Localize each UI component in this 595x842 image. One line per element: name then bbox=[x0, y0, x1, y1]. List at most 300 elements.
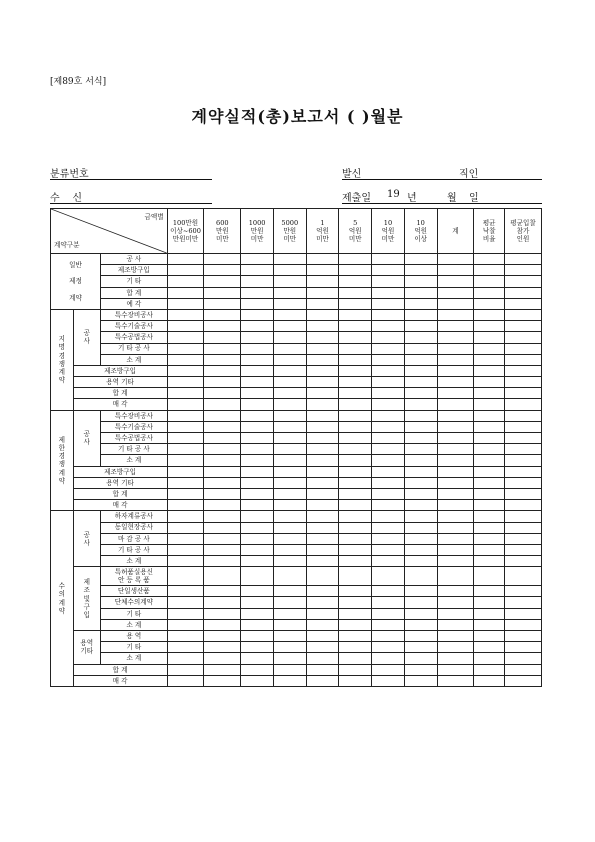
data-cell[interactable] bbox=[167, 619, 204, 630]
data-cell[interactable] bbox=[167, 388, 204, 399]
data-cell[interactable] bbox=[372, 399, 405, 410]
data-cell[interactable] bbox=[273, 675, 306, 686]
data-cell[interactable] bbox=[474, 653, 505, 664]
data-cell[interactable] bbox=[372, 287, 405, 298]
data-cell[interactable] bbox=[474, 455, 505, 466]
data-cell[interactable] bbox=[339, 653, 372, 664]
data-cell[interactable] bbox=[273, 511, 306, 522]
data-cell[interactable] bbox=[204, 433, 241, 444]
recipient-field[interactable] bbox=[50, 189, 212, 204]
data-cell[interactable] bbox=[273, 619, 306, 630]
data-cell[interactable] bbox=[437, 354, 474, 365]
data-cell[interactable] bbox=[167, 544, 204, 555]
data-cell[interactable] bbox=[505, 522, 542, 533]
data-cell[interactable] bbox=[372, 254, 405, 265]
data-cell[interactable] bbox=[306, 332, 339, 343]
data-cell[interactable] bbox=[273, 522, 306, 533]
data-cell[interactable] bbox=[306, 522, 339, 533]
data-cell[interactable] bbox=[437, 522, 474, 533]
data-cell[interactable] bbox=[306, 544, 339, 555]
data-cell[interactable] bbox=[339, 254, 372, 265]
data-cell[interactable] bbox=[437, 608, 474, 619]
data-cell[interactable] bbox=[474, 608, 505, 619]
data-cell[interactable] bbox=[339, 365, 372, 376]
data-cell[interactable] bbox=[204, 455, 241, 466]
data-cell[interactable] bbox=[404, 444, 437, 455]
data-cell[interactable] bbox=[241, 265, 274, 276]
data-cell[interactable] bbox=[241, 287, 274, 298]
data-cell[interactable] bbox=[404, 619, 437, 630]
data-cell[interactable] bbox=[404, 343, 437, 354]
data-cell[interactable] bbox=[241, 500, 274, 511]
data-cell[interactable] bbox=[372, 444, 405, 455]
data-cell[interactable] bbox=[474, 309, 505, 320]
data-cell[interactable] bbox=[273, 399, 306, 410]
data-cell[interactable] bbox=[273, 500, 306, 511]
data-cell[interactable] bbox=[505, 511, 542, 522]
data-cell[interactable] bbox=[372, 455, 405, 466]
data-cell[interactable] bbox=[404, 399, 437, 410]
data-cell[interactable] bbox=[505, 608, 542, 619]
data-cell[interactable] bbox=[241, 642, 274, 653]
data-cell[interactable] bbox=[372, 343, 405, 354]
data-cell[interactable] bbox=[204, 399, 241, 410]
data-cell[interactable] bbox=[273, 544, 306, 555]
data-cell[interactable] bbox=[273, 354, 306, 365]
data-cell[interactable] bbox=[372, 466, 405, 477]
data-cell[interactable] bbox=[505, 365, 542, 376]
data-cell[interactable] bbox=[437, 433, 474, 444]
data-cell[interactable] bbox=[372, 309, 405, 320]
data-cell[interactable] bbox=[437, 597, 474, 608]
data-cell[interactable] bbox=[273, 597, 306, 608]
data-cell[interactable] bbox=[372, 556, 405, 567]
data-cell[interactable] bbox=[167, 254, 204, 265]
data-cell[interactable] bbox=[339, 399, 372, 410]
data-cell[interactable] bbox=[167, 433, 204, 444]
data-cell[interactable] bbox=[241, 619, 274, 630]
data-cell[interactable] bbox=[339, 287, 372, 298]
data-cell[interactable] bbox=[404, 332, 437, 343]
data-cell[interactable] bbox=[505, 466, 542, 477]
data-cell[interactable] bbox=[167, 567, 204, 586]
data-cell[interactable] bbox=[306, 343, 339, 354]
data-cell[interactable] bbox=[241, 421, 274, 432]
data-cell[interactable] bbox=[241, 511, 274, 522]
data-cell[interactable] bbox=[204, 343, 241, 354]
data-cell[interactable] bbox=[167, 500, 204, 511]
data-cell[interactable] bbox=[306, 642, 339, 653]
data-cell[interactable] bbox=[474, 388, 505, 399]
data-cell[interactable] bbox=[372, 533, 405, 544]
data-cell[interactable] bbox=[306, 675, 339, 686]
data-cell[interactable] bbox=[505, 399, 542, 410]
data-cell[interactable] bbox=[273, 664, 306, 675]
data-cell[interactable] bbox=[273, 586, 306, 597]
classification-number-field[interactable] bbox=[50, 165, 212, 180]
data-cell[interactable] bbox=[372, 586, 405, 597]
data-cell[interactable] bbox=[306, 597, 339, 608]
data-cell[interactable] bbox=[273, 298, 306, 309]
data-cell[interactable] bbox=[437, 421, 474, 432]
data-cell[interactable] bbox=[204, 608, 241, 619]
data-cell[interactable] bbox=[339, 265, 372, 276]
data-cell[interactable] bbox=[372, 421, 405, 432]
data-cell[interactable] bbox=[204, 332, 241, 343]
data-cell[interactable] bbox=[167, 608, 204, 619]
data-cell[interactable] bbox=[306, 511, 339, 522]
data-cell[interactable] bbox=[306, 455, 339, 466]
data-cell[interactable] bbox=[339, 466, 372, 477]
data-cell[interactable] bbox=[339, 276, 372, 287]
data-cell[interactable] bbox=[241, 597, 274, 608]
data-cell[interactable] bbox=[404, 388, 437, 399]
data-cell[interactable] bbox=[241, 254, 274, 265]
data-cell[interactable] bbox=[372, 377, 405, 388]
data-cell[interactable] bbox=[241, 466, 274, 477]
data-cell[interactable] bbox=[474, 586, 505, 597]
data-cell[interactable] bbox=[474, 631, 505, 642]
data-cell[interactable] bbox=[273, 276, 306, 287]
data-cell[interactable] bbox=[273, 433, 306, 444]
data-cell[interactable] bbox=[404, 567, 437, 586]
data-cell[interactable] bbox=[273, 567, 306, 586]
data-cell[interactable] bbox=[241, 653, 274, 664]
data-cell[interactable] bbox=[273, 631, 306, 642]
data-cell[interactable] bbox=[204, 544, 241, 555]
data-cell[interactable] bbox=[204, 619, 241, 630]
data-cell[interactable] bbox=[204, 265, 241, 276]
data-cell[interactable] bbox=[339, 309, 372, 320]
data-cell[interactable] bbox=[339, 477, 372, 488]
data-cell[interactable] bbox=[339, 455, 372, 466]
data-cell[interactable] bbox=[339, 556, 372, 567]
data-cell[interactable] bbox=[404, 597, 437, 608]
data-cell[interactable] bbox=[474, 466, 505, 477]
data-cell[interactable] bbox=[339, 388, 372, 399]
data-cell[interactable] bbox=[339, 488, 372, 499]
data-cell[interactable] bbox=[404, 298, 437, 309]
data-cell[interactable] bbox=[372, 298, 405, 309]
data-cell[interactable] bbox=[306, 410, 339, 421]
data-cell[interactable] bbox=[273, 332, 306, 343]
data-cell[interactable] bbox=[437, 466, 474, 477]
data-cell[interactable] bbox=[474, 421, 505, 432]
data-cell[interactable] bbox=[505, 653, 542, 664]
data-cell[interactable] bbox=[505, 321, 542, 332]
data-cell[interactable] bbox=[437, 265, 474, 276]
data-cell[interactable] bbox=[437, 477, 474, 488]
data-cell[interactable] bbox=[204, 642, 241, 653]
data-cell[interactable] bbox=[474, 488, 505, 499]
data-cell[interactable] bbox=[437, 567, 474, 586]
data-cell[interactable] bbox=[204, 276, 241, 287]
data-cell[interactable] bbox=[437, 287, 474, 298]
data-cell[interactable] bbox=[273, 388, 306, 399]
data-cell[interactable] bbox=[437, 377, 474, 388]
data-cell[interactable] bbox=[241, 298, 274, 309]
data-cell[interactable] bbox=[437, 410, 474, 421]
data-cell[interactable] bbox=[372, 488, 405, 499]
data-cell[interactable] bbox=[474, 321, 505, 332]
data-cell[interactable] bbox=[204, 388, 241, 399]
data-cell[interactable] bbox=[204, 675, 241, 686]
data-cell[interactable] bbox=[404, 500, 437, 511]
data-cell[interactable] bbox=[306, 556, 339, 567]
data-cell[interactable] bbox=[273, 377, 306, 388]
data-cell[interactable] bbox=[339, 354, 372, 365]
data-cell[interactable] bbox=[204, 410, 241, 421]
data-cell[interactable] bbox=[306, 533, 339, 544]
data-cell[interactable] bbox=[273, 365, 306, 376]
data-cell[interactable] bbox=[437, 321, 474, 332]
data-cell[interactable] bbox=[241, 488, 274, 499]
data-cell[interactable] bbox=[404, 365, 437, 376]
data-cell[interactable] bbox=[437, 631, 474, 642]
data-cell[interactable] bbox=[372, 321, 405, 332]
data-cell[interactable] bbox=[404, 466, 437, 477]
data-cell[interactable] bbox=[167, 421, 204, 432]
data-cell[interactable] bbox=[167, 365, 204, 376]
data-cell[interactable] bbox=[404, 642, 437, 653]
data-cell[interactable] bbox=[437, 365, 474, 376]
data-cell[interactable] bbox=[167, 354, 204, 365]
data-cell[interactable] bbox=[204, 354, 241, 365]
data-cell[interactable] bbox=[339, 500, 372, 511]
data-cell[interactable] bbox=[204, 653, 241, 664]
data-cell[interactable] bbox=[437, 556, 474, 567]
data-cell[interactable] bbox=[306, 421, 339, 432]
data-cell[interactable] bbox=[273, 477, 306, 488]
data-cell[interactable] bbox=[474, 556, 505, 567]
data-cell[interactable] bbox=[241, 433, 274, 444]
data-cell[interactable] bbox=[474, 354, 505, 365]
data-cell[interactable] bbox=[306, 354, 339, 365]
data-cell[interactable] bbox=[404, 477, 437, 488]
data-cell[interactable] bbox=[437, 298, 474, 309]
data-cell[interactable] bbox=[437, 455, 474, 466]
data-cell[interactable] bbox=[241, 608, 274, 619]
data-cell[interactable] bbox=[306, 444, 339, 455]
data-cell[interactable] bbox=[241, 276, 274, 287]
data-cell[interactable] bbox=[306, 586, 339, 597]
data-cell[interactable] bbox=[474, 619, 505, 630]
data-cell[interactable] bbox=[505, 631, 542, 642]
data-cell[interactable] bbox=[437, 444, 474, 455]
data-cell[interactable] bbox=[505, 597, 542, 608]
data-cell[interactable] bbox=[505, 287, 542, 298]
data-cell[interactable] bbox=[241, 309, 274, 320]
data-cell[interactable] bbox=[273, 556, 306, 567]
data-cell[interactable] bbox=[306, 276, 339, 287]
data-cell[interactable] bbox=[339, 522, 372, 533]
data-cell[interactable] bbox=[339, 343, 372, 354]
data-cell[interactable] bbox=[204, 254, 241, 265]
data-cell[interactable] bbox=[167, 287, 204, 298]
data-cell[interactable] bbox=[404, 608, 437, 619]
data-cell[interactable] bbox=[505, 265, 542, 276]
data-cell[interactable] bbox=[372, 511, 405, 522]
data-cell[interactable] bbox=[505, 332, 542, 343]
data-cell[interactable] bbox=[204, 298, 241, 309]
data-cell[interactable] bbox=[339, 642, 372, 653]
data-cell[interactable] bbox=[339, 433, 372, 444]
data-cell[interactable] bbox=[339, 444, 372, 455]
data-cell[interactable] bbox=[339, 377, 372, 388]
data-cell[interactable] bbox=[437, 388, 474, 399]
data-cell[interactable] bbox=[372, 675, 405, 686]
data-cell[interactable] bbox=[241, 410, 274, 421]
data-cell[interactable] bbox=[372, 567, 405, 586]
data-cell[interactable] bbox=[241, 343, 274, 354]
data-cell[interactable] bbox=[372, 265, 405, 276]
data-cell[interactable] bbox=[273, 533, 306, 544]
data-cell[interactable] bbox=[474, 332, 505, 343]
data-cell[interactable] bbox=[306, 254, 339, 265]
data-cell[interactable] bbox=[404, 533, 437, 544]
data-cell[interactable] bbox=[404, 631, 437, 642]
data-cell[interactable] bbox=[167, 309, 204, 320]
data-cell[interactable] bbox=[437, 309, 474, 320]
data-cell[interactable] bbox=[241, 477, 274, 488]
data-cell[interactable] bbox=[306, 664, 339, 675]
data-cell[interactable] bbox=[505, 433, 542, 444]
data-cell[interactable] bbox=[204, 597, 241, 608]
data-cell[interactable] bbox=[204, 321, 241, 332]
data-cell[interactable] bbox=[372, 354, 405, 365]
data-cell[interactable] bbox=[241, 354, 274, 365]
data-cell[interactable] bbox=[505, 488, 542, 499]
data-cell[interactable] bbox=[306, 365, 339, 376]
data-cell[interactable] bbox=[204, 309, 241, 320]
submission-date-field[interactable] bbox=[342, 189, 542, 204]
data-cell[interactable] bbox=[167, 675, 204, 686]
data-cell[interactable] bbox=[505, 556, 542, 567]
data-cell[interactable] bbox=[372, 332, 405, 343]
data-cell[interactable] bbox=[474, 276, 505, 287]
data-cell[interactable] bbox=[505, 254, 542, 265]
data-cell[interactable] bbox=[167, 410, 204, 421]
data-cell[interactable] bbox=[167, 444, 204, 455]
data-cell[interactable] bbox=[404, 421, 437, 432]
data-cell[interactable] bbox=[273, 321, 306, 332]
data-cell[interactable] bbox=[404, 321, 437, 332]
data-cell[interactable] bbox=[273, 608, 306, 619]
data-cell[interactable] bbox=[306, 433, 339, 444]
data-cell[interactable] bbox=[505, 377, 542, 388]
data-cell[interactable] bbox=[404, 433, 437, 444]
data-cell[interactable] bbox=[505, 298, 542, 309]
data-cell[interactable] bbox=[339, 533, 372, 544]
data-cell[interactable] bbox=[437, 500, 474, 511]
data-cell[interactable] bbox=[167, 511, 204, 522]
data-cell[interactable] bbox=[204, 533, 241, 544]
data-cell[interactable] bbox=[167, 332, 204, 343]
data-cell[interactable] bbox=[372, 664, 405, 675]
data-cell[interactable] bbox=[167, 466, 204, 477]
data-cell[interactable] bbox=[339, 608, 372, 619]
data-cell[interactable] bbox=[273, 343, 306, 354]
data-cell[interactable] bbox=[273, 444, 306, 455]
data-cell[interactable] bbox=[372, 642, 405, 653]
data-cell[interactable] bbox=[437, 653, 474, 664]
data-cell[interactable] bbox=[204, 488, 241, 499]
data-cell[interactable] bbox=[437, 619, 474, 630]
data-cell[interactable] bbox=[241, 455, 274, 466]
data-cell[interactable] bbox=[273, 421, 306, 432]
data-cell[interactable] bbox=[437, 276, 474, 287]
data-cell[interactable] bbox=[306, 653, 339, 664]
data-cell[interactable] bbox=[505, 642, 542, 653]
data-cell[interactable] bbox=[167, 653, 204, 664]
data-cell[interactable] bbox=[372, 433, 405, 444]
data-cell[interactable] bbox=[505, 675, 542, 686]
data-cell[interactable] bbox=[241, 444, 274, 455]
data-cell[interactable] bbox=[306, 309, 339, 320]
data-cell[interactable] bbox=[474, 477, 505, 488]
data-cell[interactable] bbox=[204, 522, 241, 533]
data-cell[interactable] bbox=[404, 664, 437, 675]
data-cell[interactable] bbox=[437, 332, 474, 343]
data-cell[interactable] bbox=[306, 608, 339, 619]
data-cell[interactable] bbox=[505, 343, 542, 354]
data-cell[interactable] bbox=[404, 354, 437, 365]
data-cell[interactable] bbox=[474, 444, 505, 455]
data-cell[interactable] bbox=[241, 321, 274, 332]
data-cell[interactable] bbox=[474, 410, 505, 421]
data-cell[interactable] bbox=[241, 631, 274, 642]
data-cell[interactable] bbox=[339, 597, 372, 608]
data-cell[interactable] bbox=[505, 444, 542, 455]
data-cell[interactable] bbox=[167, 522, 204, 533]
data-cell[interactable] bbox=[241, 533, 274, 544]
data-cell[interactable] bbox=[241, 522, 274, 533]
data-cell[interactable] bbox=[167, 265, 204, 276]
data-cell[interactable] bbox=[167, 343, 204, 354]
data-cell[interactable] bbox=[339, 298, 372, 309]
data-cell[interactable] bbox=[437, 343, 474, 354]
data-cell[interactable] bbox=[505, 664, 542, 675]
data-cell[interactable] bbox=[306, 567, 339, 586]
data-cell[interactable] bbox=[241, 544, 274, 555]
data-cell[interactable] bbox=[273, 466, 306, 477]
data-cell[interactable] bbox=[372, 608, 405, 619]
data-cell[interactable] bbox=[204, 421, 241, 432]
data-cell[interactable] bbox=[241, 586, 274, 597]
data-cell[interactable] bbox=[273, 309, 306, 320]
data-cell[interactable] bbox=[204, 664, 241, 675]
data-cell[interactable] bbox=[241, 399, 274, 410]
data-cell[interactable] bbox=[339, 511, 372, 522]
data-cell[interactable] bbox=[404, 276, 437, 287]
data-cell[interactable] bbox=[339, 586, 372, 597]
data-cell[interactable] bbox=[437, 488, 474, 499]
data-cell[interactable] bbox=[505, 567, 542, 586]
data-cell[interactable] bbox=[404, 586, 437, 597]
data-cell[interactable] bbox=[372, 631, 405, 642]
data-cell[interactable] bbox=[273, 265, 306, 276]
data-cell[interactable] bbox=[372, 597, 405, 608]
data-cell[interactable] bbox=[404, 309, 437, 320]
data-cell[interactable] bbox=[404, 377, 437, 388]
data-cell[interactable] bbox=[474, 675, 505, 686]
data-cell[interactable] bbox=[474, 642, 505, 653]
data-cell[interactable] bbox=[474, 533, 505, 544]
data-cell[interactable] bbox=[474, 567, 505, 586]
data-cell[interactable] bbox=[474, 298, 505, 309]
data-cell[interactable] bbox=[306, 377, 339, 388]
data-cell[interactable] bbox=[372, 619, 405, 630]
